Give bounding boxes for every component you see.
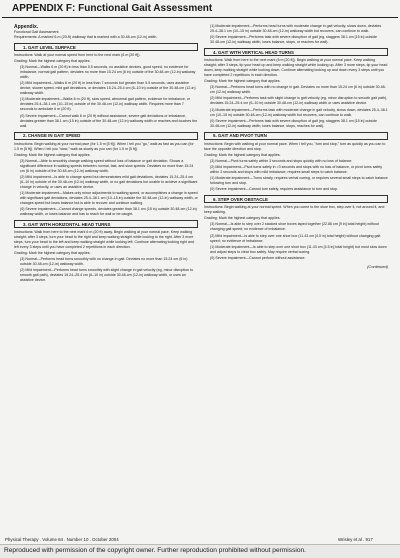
journal-footer: Physical Therapy . Volume 84 . Number 10 . October 2004 [5,537,119,542]
section-instructions: Instructions: Walk from here to the next mark 6 m (20 ft) away. Begin walking at your normal pace. Keep walking straight; after 3 steps, turn your head to the right and keep walking straight while looking to the right. After 3 more steps, turn your head to the left and keep walking straight while looking left. Continue alternating looking right and left every 3 steps until you have completed 2 repetitions in each direction. [14,230,194,250]
intro-subtitle: Functional Gait Assessment [14,30,59,34]
section-title: 6. STEP OVER OBSTACLE [213,196,268,202]
section-change-in-gait-speed [14,132,198,218]
section-title: 5. GAIT AND PIVOT TURN [213,133,267,139]
grade-item: (2) Mild impairment—Is able to change speed but demonstrates mild gait deviations, deviates 15.24–25.4 cm (6–10 in) outside of the 30.48-cm (12-in) walkway width, or no gait deviations but unable to achieve a significant change in velocity, or uses an assistive device. [20,174,198,189]
section-title: 1. GAIT LEVEL SURFACE [23,44,76,50]
grade-item: (3) Normal—Able to smoothly change walking speed without loss of balance or gait deviation. Shows a significant difference in walking speeds between normal, fast, and slow speeds. Deviates no more than 15.24 cm (6 in) outside of the 30.48-cm (12-in) walkway width. [20,158,194,173]
section-grading: Grading: Mark the highest category that applies. [204,152,281,157]
section-heading-box [14,43,198,51]
grade-item: (1) Moderate impairment—Performs head turns with moderate change in gait velocity, slows down, deviates 25.4–38.1 cm (10–15 in) outside 30.48-cm (12-in) walkway width but recovers, can continue to walk. [210,24,382,33]
grade-item: (2) Mild impairment—Performs task with slight change in gait velocity (eg, minor disruption to smooth gait path), deviates 15.24–25.4 cm (6–10 in) outside 30.48-cm (12-in) walkway width or uses assistive device. [210,96,388,106]
copyright-notice: Reproduced with permission of the copyright owner. Further reproduction prohibited without permission. [4,547,307,554]
grade-item: (0) Severe impairment—Performs task with severe disruption of gait (eg, staggers 38.1 cm [15 in] outside 30.48-cm (12-in) walkway width, loses balance, stops, or reaches for wall). [210,35,377,45]
grade-item: (0) Severe impairment—Cannot change speeds, deviates greater than 38.1 cm (15 in) outside 30.48-cm (12-in) walkway width, or loses balance and has to reach for wall or be caught. [20,207,197,217]
grade-item: (2) Mild impairment—Walks 6 m (20 ft) in less than 7 seconds but greater than 5.5 seconds, uses assistive device, slower speed, mild gait deviations, or deviates 15.24–25.4 cm (6–10 in) outside of the 30.48-cm (12-in) walkway width. [20,81,196,96]
section-title: 2. CHANGE IN GAIT SPEED [23,133,81,139]
continued-label: (Continued) [367,263,388,269]
grade-item: (0) Severe impairment—Cannot walk 6 m (20 ft) without assistance, severe gait deviations or imbalance, deviates greater than 38.1 cm (15 in) outside of the 30.48-cm (12-in) walkway width or reaches and touches the wall. [20,113,198,128]
section-heading-box [14,220,198,228]
copyright-bar [0,544,400,558]
section-grading: Grading: Mark the highest category that applies. [14,152,91,157]
section-grading: Grading: Mark the highest category that applies. [204,79,281,84]
page-footer: Wrisley et al . 917 [338,537,373,542]
grade-item: (2) Mild impairment—Performs head turns smoothly with slight change in gait velocity (eg, minor disruption to smooth gait path), deviates 15.24–25.4 cm (6–10 in) outside 30.48-cm (12-in) walkway width, or uses an assistive device. [20,268,194,283]
section-gait-and-pivot-turn [204,132,388,193]
right-column [204,24,388,269]
intro-requirements: Requirements: A marked 6-m (20-ft) walkway that is marked with a 30.48-cm (12-in) width. [14,35,158,39]
section-heading-box [14,132,198,140]
grade-item: (3) Normal—Pivot turns safely within 3 seconds and stops quickly with no loss of balance. [210,158,353,163]
section-instructions: Instructions: Begin walking at your normal pace (for 1.5 m [5 ft]). When I tell you "go," walk as fast as you can (for 1.5 m [5 ft]). When I tell you "slow," walk as slowly as you can (for 1.5 m [5 ft]). [14,141,194,151]
grade-item: (3) Normal—Performs head turns with no change in gait. Deviates no more than 15.24 cm (6 in) outside 30.48-cm (12-in) walkway width. [210,85,386,95]
section-step-over-obstacle [204,195,388,261]
grade-item: (0) Severe impairment—Cannot perform without assistance. [210,255,306,260]
section-heading-box [204,48,388,56]
grade-item: (1) Moderate impairment—Walks 6 m (20 ft), slow speed, abnormal gait pattern, evidence for imbalance, or deviates 25.4–38.1 cm (10–15 in) outside of the 30.48-cm (12-in) walkway width. Requires more than 7 seconds to ambulate 6 m (20 ft). [20,97,191,112]
section-instructions: Instructions: Begin with walking at your normal pace. When I tell you, "turn and stop," turn as quickly as you can to face the opposite direction and stop. [204,141,386,151]
appendix-title: APPENDIX F: Functional Gait Assessment [12,3,213,14]
grade-item: (2) Mild impairment—Pivot turns safely in >3 seconds and stops with no loss of balance, or pivot turns safely within 3 seconds and stops with mild imbalance, requires small steps to catch balance. [210,164,383,174]
grade-item: (3) Normal—Walks 6 m (20 ft) in less than 5.5 seconds, no assistive devices, good speed, no evidence for imbalance, normal gait pattern, deviates no more than 15.24 cm (6 in) outside of the 30.48-cm (12-in) walkway width. [20,65,196,79]
grade-item: (0) Severe impairment—Cannot turn safely, requires assistance to turn and stop. [210,187,338,192]
section-gait-level-surface [14,43,198,129]
section-gait-horizontal-head-turns [14,220,198,283]
grade-item: (1) Moderate impairment—Turns slowly, requires verbal cueing, or requires several small steps to catch balance following turn and stop. [210,176,388,186]
section-title: 4. GAIT WITH VERTICAL HEAD TURNS [213,49,294,55]
grade-item: (1) Moderate impairment—Makes only minor adjustments to walking speed, or accomplishes a change in speed with significant gait deviations, deviates 25.4–38.1 cm (10–15 in) outside the 30.48-cm (12-in) walkway width, or changes speed but loses balance but is able to recover and continue walking. [20,190,198,205]
grade-item: (1) Moderate impairment—Performs task with moderate change in gait velocity, slows down, deviates 25.4–38.1 cm (10–15 in) outside 30.48-cm (12-in) walkway width but recovers, can continue to walk. [210,107,388,117]
grade-item: (0) Severe impairment—Performs task with severe disruption of gait (eg, staggers 38.1 cm [15 in] outside 30.48-cm (12-in) walkway width, loses balance, stops, reaches for wall). [210,118,377,128]
section-heading-box [204,195,388,203]
left-column [14,24,198,285]
grade-item: (3) Normal—Performs head turns smoothly with no change in gait. Deviates no more than 15.24 cm (6 in) outside 30.48-cm (12-in) walkway width. [20,257,188,267]
grade-item: (1) Moderate impairment—Is able to step over one shoe box (11.43 cm [4.5 in] total height) but must slow down and adjust steps to clear box safely. May require verbal cueing. [210,244,387,254]
section-grading: Grading: Mark the highest category that applies. [204,216,281,221]
section-grading: Grading: Mark the highest category that applies. [14,251,91,256]
section-instructions: Instructions: Walk from here to the next mark (6 m [20 ft]). Begin walking at your normal pace. Keep walking straight; after 3 steps, tip your head up and keep walking straight while looking up. After 3 more steps, tip your head down, keep walking straight while looking down. Continue alternating looking up and down every 3 steps until you have completed 2 repetitions in each direction. [204,58,388,78]
section-title: 3. GAIT WITH HORIZONTAL HEAD TURNS [23,221,111,227]
section-instructions: Instructions: Begin walking at your normal speed. When you come to the shoe box, step over it, not around it, and keep walking. [204,205,385,215]
section-grading: Grading: Mark the highest category that applies. [14,59,91,63]
section-instructions: Instructions: Walk at your normal speed from here to the next mark (6 m [20 ft]). [14,53,141,57]
section-heading-box [204,132,388,140]
grade-item: (2) Mild impairment—Is able to step over one shoe box (11.43 cm [4.5 in] total height) without changing gait speed; no evidence of imbalance. [210,233,381,243]
intro-title: Appendix. [14,24,39,30]
section-gait-vertical-head-turns [204,48,388,129]
grade-item: (3) Normal—Is able to step over 2 stacked shoe boxes taped together (22.86 cm [9 in] total height) without changing gait speed; no evidence of imbalance. [210,222,379,232]
